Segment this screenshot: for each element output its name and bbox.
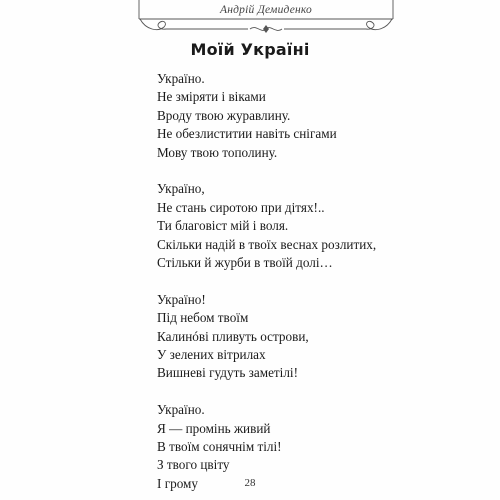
poem-title: Моїй Україні (190, 40, 310, 59)
poem-line: Ти благовіст мій і воля. (157, 218, 289, 234)
poem-line: Не обезлиститии навіть снігами (157, 126, 337, 142)
poem-line: Україно. (157, 402, 205, 418)
poem-line: Україно. (157, 71, 205, 86)
poem-line: Не зміряти і віками (157, 89, 266, 105)
poem-line: І грому (157, 475, 198, 491)
page-number: 28 (244, 477, 256, 489)
poem-line: Стільки й журби в твоїй долі… (157, 255, 333, 271)
poem-line: Калинóві пливуть острови, (157, 328, 309, 344)
poem-line: Скільки надій в твоїх веснах розлитих, (157, 236, 377, 252)
poem-line: Україно, (157, 181, 205, 197)
poem-line: Не стань сиротою при дітях!.. (157, 199, 325, 215)
poem-body (157, 70, 477, 493)
poem-line: Вишневі гудуть заметілі! (157, 365, 298, 381)
running-header (138, 0, 394, 40)
stanza-gap (157, 162, 477, 180)
poem-line: Україно! (157, 291, 206, 307)
stanza (157, 291, 477, 383)
stanza (157, 180, 477, 272)
poem-line: Мову твою тополину. (157, 144, 278, 160)
poem-line: Під небом твоїм (157, 310, 249, 326)
poem-line: В твоїм сонячнім тілі! (157, 439, 282, 455)
poem-line: У зелених вітрилах (157, 347, 266, 363)
poem-line: З твого цвіту (157, 457, 230, 473)
stanza-gap (157, 383, 477, 401)
header-author: Андрій Демиденко (220, 4, 312, 16)
poem-line: Я — промінь живий (157, 420, 271, 436)
stanza-gap (157, 272, 477, 290)
poem-line: Вроду твою журавлину. (157, 107, 291, 123)
stanza (157, 70, 477, 162)
